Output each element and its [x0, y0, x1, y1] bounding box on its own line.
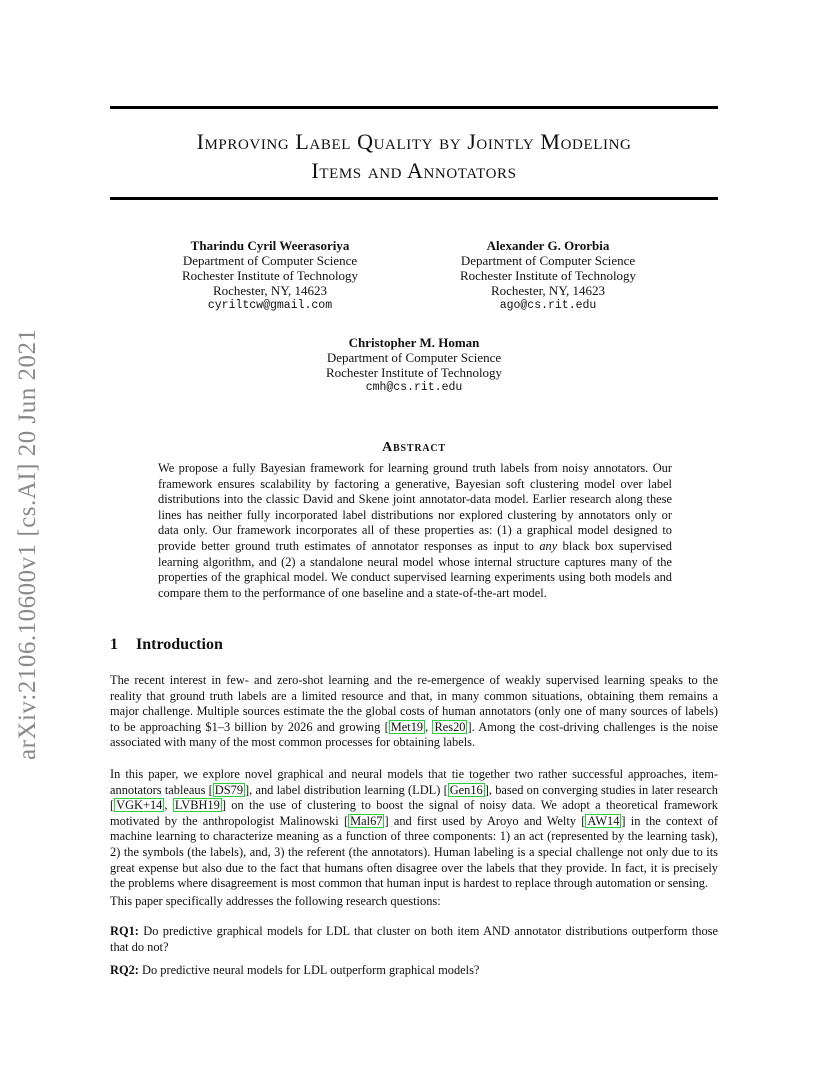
- author-name: Alexander G. Ororbia: [486, 238, 610, 253]
- rq-text: Do predictive neural models for LDL outperform graphical models?: [138, 963, 480, 977]
- citation-link-lvbh19[interactable]: LVBH19: [174, 798, 220, 813]
- paragraph-text: ], and label distribution learning (LDL) [: [245, 782, 448, 797]
- author-block-1: [172, 238, 368, 313]
- paragraph-text: ] and first used by Aroyo and Welty [: [384, 813, 586, 828]
- author-city: Rochester, NY, 14623: [212, 283, 328, 298]
- author-email: cmh@cs.rit.edu: [365, 381, 463, 394]
- rq-label: RQ2:: [110, 963, 139, 977]
- intro-paragraph-3: This paper specifically addresses the following research questions:: [110, 894, 441, 908]
- paragraph-text: The recent interest in few- and zero-shot learning and the re-emergence of weakly supervised learning speaks to the reality that ground truth labels are a limited resource and that, in many common situations, obtaining them remains a major challenge. Multiple sources estimate the the global costs of human annotators (only one of many sources of labels) to be approaching $1–3 billion by 2026 and growing [: [110, 673, 718, 734]
- section-title: Introduction: [136, 636, 223, 653]
- citation-link-ds79[interactable]: DS79: [214, 782, 244, 797]
- citation-link-mal67[interactable]: Mal67: [350, 813, 383, 828]
- citation-separator: ,: [425, 719, 433, 734]
- abstract-emphasis: any: [539, 538, 558, 553]
- abstract-text-part-b: black box supervised learning algorithm, and (2) a standalone neural model whose internal structure captures many of the properties of the graphical model. We conduct supervised learning experiments using both models and compare them to the performance of one baseline and a state-of-the-art model.: [158, 538, 672, 600]
- author-name: Christopher M. Homan: [348, 335, 480, 350]
- author-name: Tharindu Cyril Weerasoriya: [190, 238, 350, 253]
- title-line-2: Items and Annotators: [311, 158, 517, 183]
- author-block-3: [314, 335, 514, 395]
- arxiv-identifier-stamp: arXiv:2106.10600v1 [cs.AI] 20 Jun 2021: [14, 328, 41, 760]
- paragraph-text: ] in the context of machine learning to characterize meaning as a function of three components: 1) an act (represented by the learning task), 2) the symbols (the labels), and, 3) the referent (the annotators). Human labeling is a special challenge not only due to its great expense but also due to the fact that humans often disagree over the labels that they provide. In fact, it is precisely the problems where disagreement is most common that human input is hardest to replace through automation or sensing.: [110, 813, 718, 891]
- citation-link-gen16[interactable]: Gen16: [449, 782, 483, 797]
- title-bottom-rule: [110, 197, 718, 200]
- citation-link-met19[interactable]: Met19: [390, 719, 424, 734]
- citation-separator: ,: [164, 798, 173, 813]
- title-top-rule: [110, 106, 718, 109]
- abstract-text-part-a: We propose a fully Bayesian framework for learning ground truth labels from noisy annotators. Our framework ensures scalability by factoring a generative, Bayesian soft clustering model over label distributions into the classic David and Skene joint annotator-data model. Earlier research along these lines has neither fully incorporated label distributions nor explored clustering by annotators only or data only. Our framework incorporates all of these properties as: (1) a graphical model designed to provide better ground truth estimates of annotator responses as input to: [158, 461, 672, 553]
- paragraph-text: ] on the use of clustering to boost the signal of noisy data. We adopt a theoretical framework motivated by the anthropologist Malinowski [: [110, 798, 718, 828]
- author-block-2: [448, 238, 648, 313]
- intro-paragraph-1: [110, 673, 718, 751]
- section-number: 1: [110, 636, 118, 653]
- research-question-2: [110, 963, 718, 979]
- author-department: Department of Computer Science: [460, 253, 636, 268]
- paragraph-text: ], based on converging studies in later research [: [110, 782, 718, 813]
- author-department: Department of Computer Science: [182, 253, 358, 268]
- intro-paragraph-2: [110, 767, 718, 892]
- rq-label: RQ1:: [110, 924, 139, 938]
- section-heading-introduction: [110, 636, 223, 654]
- abstract-body: [158, 461, 672, 601]
- author-institution: Rochester Institute of Technology: [325, 365, 503, 380]
- author-department: Department of Computer Science: [326, 350, 502, 365]
- rq-text: Do predictive graphical models for LDL that cluster on both item AND annotator distributions outperform those that do not?: [110, 924, 718, 954]
- paper-title: [110, 127, 718, 185]
- research-question-1: [110, 924, 718, 955]
- citation-link-res20[interactable]: Res20: [434, 719, 466, 734]
- citation-link-vgk14[interactable]: VGK+14: [116, 798, 163, 813]
- paragraph-text: ]. Among the cost-driving challenges is the noise associated with many of the most common processes for obtaining labels.: [110, 719, 719, 750]
- author-institution: Rochester Institute of Technology: [459, 268, 637, 283]
- paragraph-text: In this paper, we explore novel graphical and neural models that tie together two rather successful approaches, item-annotators tableaus [: [110, 767, 718, 797]
- title-line-1: Improving Label Quality by Jointly Modeling: [196, 129, 632, 154]
- citation-link-aw14[interactable]: AW14: [587, 813, 620, 828]
- author-email: ago@cs.rit.edu: [499, 299, 597, 312]
- abstract-heading: Abstract: [382, 440, 446, 455]
- author-city: Rochester, NY, 14623: [490, 283, 606, 298]
- author-institution: Rochester Institute of Technology: [181, 268, 359, 283]
- author-email: cyriltcw@gmail.com: [207, 299, 333, 312]
